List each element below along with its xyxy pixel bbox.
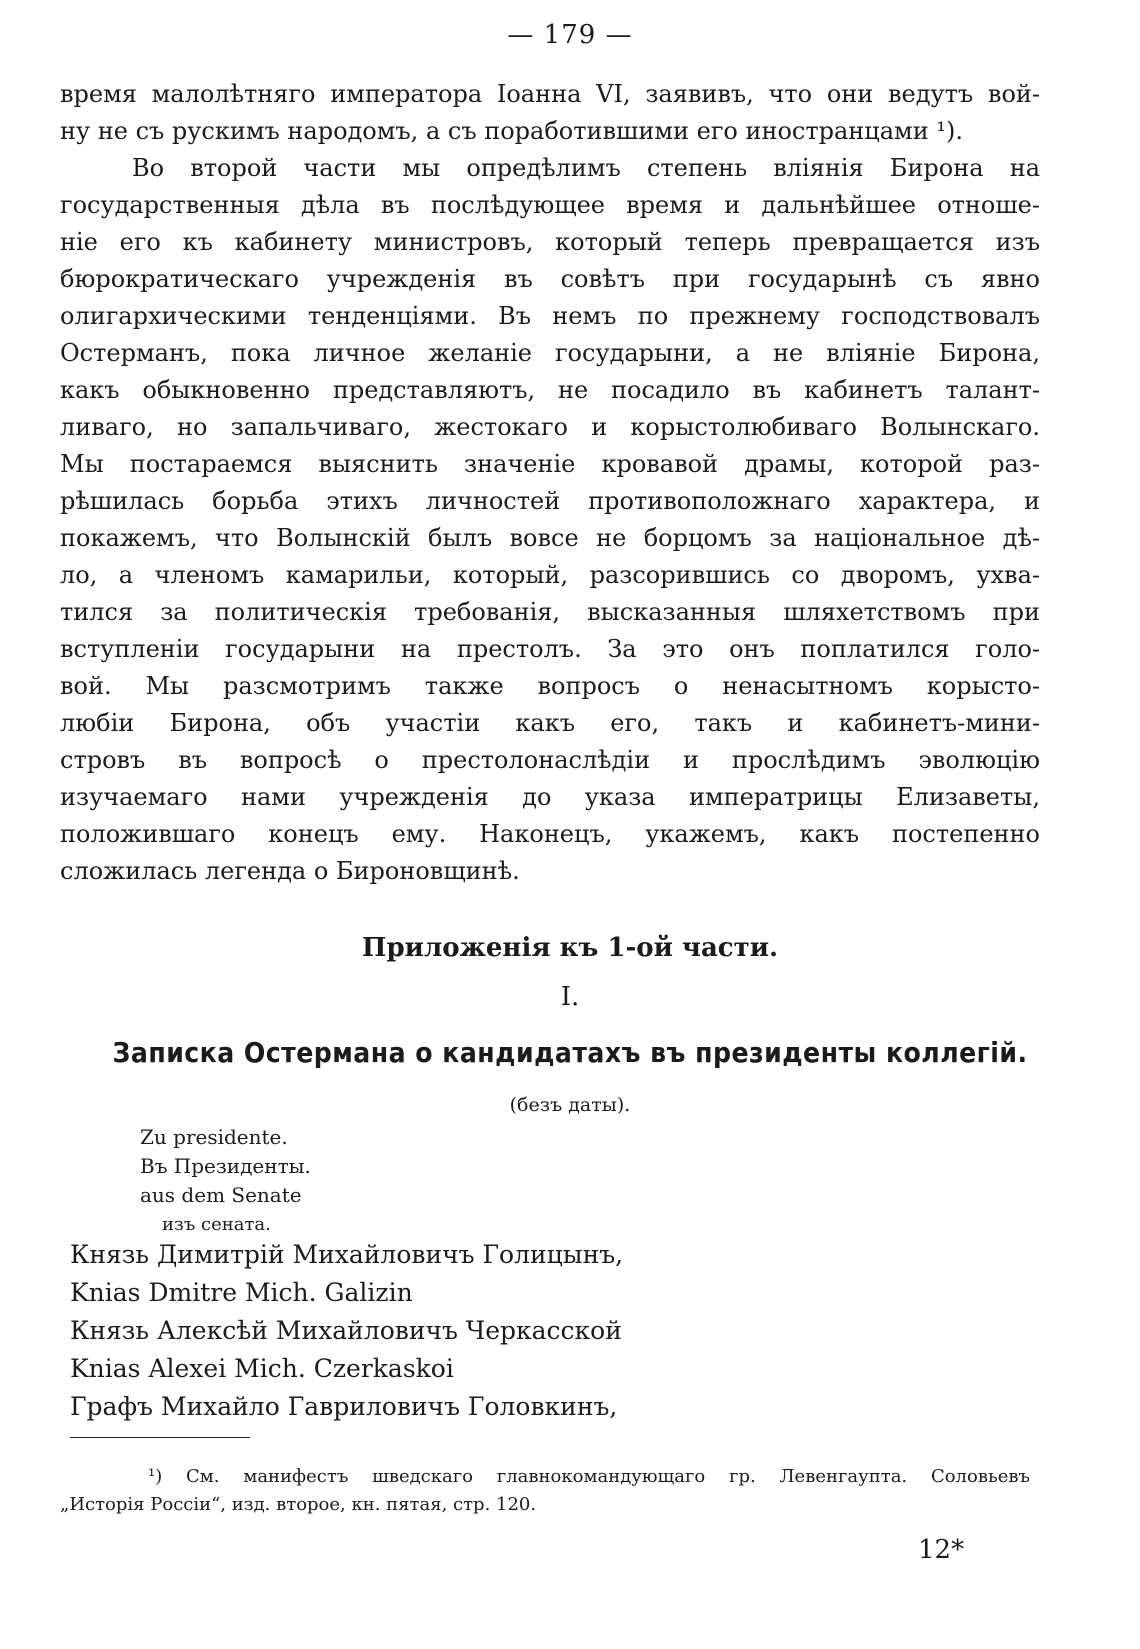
text-line: тился за политическія требованія, высказанныя шляхетствомъ при — [60, 598, 1040, 626]
date-note: (безъ даты). — [509, 1094, 631, 1116]
label-german-senate: aus dem Senate — [140, 1183, 302, 1207]
name-entry: Князь Димитрій Михайловичъ Голицынъ, — [70, 1240, 624, 1269]
text-line: ливаго, но запальчиваго, жестокаго и корыстолюбиваго Волынскаго. — [60, 413, 1040, 441]
text-line: ну не съ рускимъ народомъ, а съ поработившими его иностранцами ¹). — [60, 117, 963, 145]
main-text — [60, 76, 1040, 890]
text-line: государственныя дѣла въ послѣдующее время и дальнѣйшее отноше- — [60, 191, 1040, 219]
name-entry: Графъ Михайло Гавриловичъ Головкинъ, — [70, 1392, 618, 1421]
text-line: рѣшилась борьба этихъ личностей противоположнаго характера, и — [60, 487, 1040, 515]
label-russian: Въ Президенты. — [140, 1154, 311, 1178]
text-line: Остерманъ, пока личное желаніе государыни, а не вліяніе Бирона, — [60, 339, 1040, 367]
text-line: олигархическими тенденціями. Въ немъ по прежнему господствовалъ — [60, 302, 1040, 330]
text-line: стровъ въ вопросѣ о престолонаслѣдіи и прослѣдимъ эволюцію — [60, 746, 1040, 774]
text-line: изучаемаго нами учрежденія до указа императрицы Елизаветы, — [60, 783, 1040, 811]
text-line: вой. Мы разсмотримъ также вопросъ о ненасытномъ корысто- — [60, 672, 1040, 700]
footnote-divider — [70, 1437, 250, 1438]
text-line: Во второй части мы опредѣлимъ степень вліянія Бирона на — [132, 154, 1040, 182]
appendix-heading: Приложенія къ 1-ой части. — [361, 933, 779, 963]
label-german: Zu presidente. — [140, 1125, 288, 1149]
name-entry: Князь Алексѣй Михайловичъ Черкасской — [70, 1316, 622, 1345]
text-line: любіи Бирона, объ участіи какъ его, такъ и кабинетъ-мини- — [60, 709, 1040, 737]
label-russian-senate: изъ сената. — [162, 1214, 271, 1235]
footnotes — [60, 1463, 1030, 1519]
text-line: бюрократическаго учрежденія въ совѣтъ при государынѣ съ явно — [60, 265, 1040, 293]
text-line: Мы постараемся выяснить значеніе кровавой драмы, которой раз- — [60, 450, 1040, 478]
page-number: — 179 — — [507, 20, 633, 50]
text-line: какъ обыкновенно представляютъ, не посадило въ кабинетъ талант- — [60, 376, 1040, 404]
text-line: сложилась легенда о Бироновщинѣ. — [60, 857, 520, 885]
candidate-labels — [140, 1123, 311, 1239]
footnote-1: ¹) См. манифестъ шведскаго главнокомандующаго гр. Левенгаупта. Соловьевъ — [148, 1466, 1030, 1487]
document-title: Записка Остермана о кандидатахъ въ президенты коллегій. — [112, 1036, 1028, 1069]
text-line: время малолѣтняго императора Іоанна VI, заявивъ, что они ведутъ вой- — [60, 80, 1040, 108]
section-numeral: I. — [560, 982, 580, 1012]
signature-mark: 12* — [918, 1535, 965, 1565]
name-entry: Knias Dmitre Mich. Galizin — [70, 1278, 413, 1307]
text-line: вступленіи государыни на престолъ. За это онъ поплатился голо- — [60, 635, 1040, 663]
text-line: ло, а членомъ камарильи, который, разсорившись со дворомъ, ухва- — [60, 561, 1040, 589]
candidate-names — [70, 1236, 623, 1426]
text-line: ніе его къ кабинету министровъ, который теперь превращается изъ — [60, 228, 1040, 256]
text-line: покажемъ, что Волынскій былъ вовсе не борцомъ за національное дѣ- — [60, 524, 1040, 552]
text-line: положившаго конецъ ему. Наконецъ, укажемъ, какъ постепенно — [60, 820, 1040, 848]
footnote-1-continued: „Исторія Россіи“, изд. второе, кн. пятая, стр. 120. — [60, 1494, 537, 1515]
name-entry: Knias Alexei Mich. Czerkaskoi — [70, 1354, 454, 1383]
